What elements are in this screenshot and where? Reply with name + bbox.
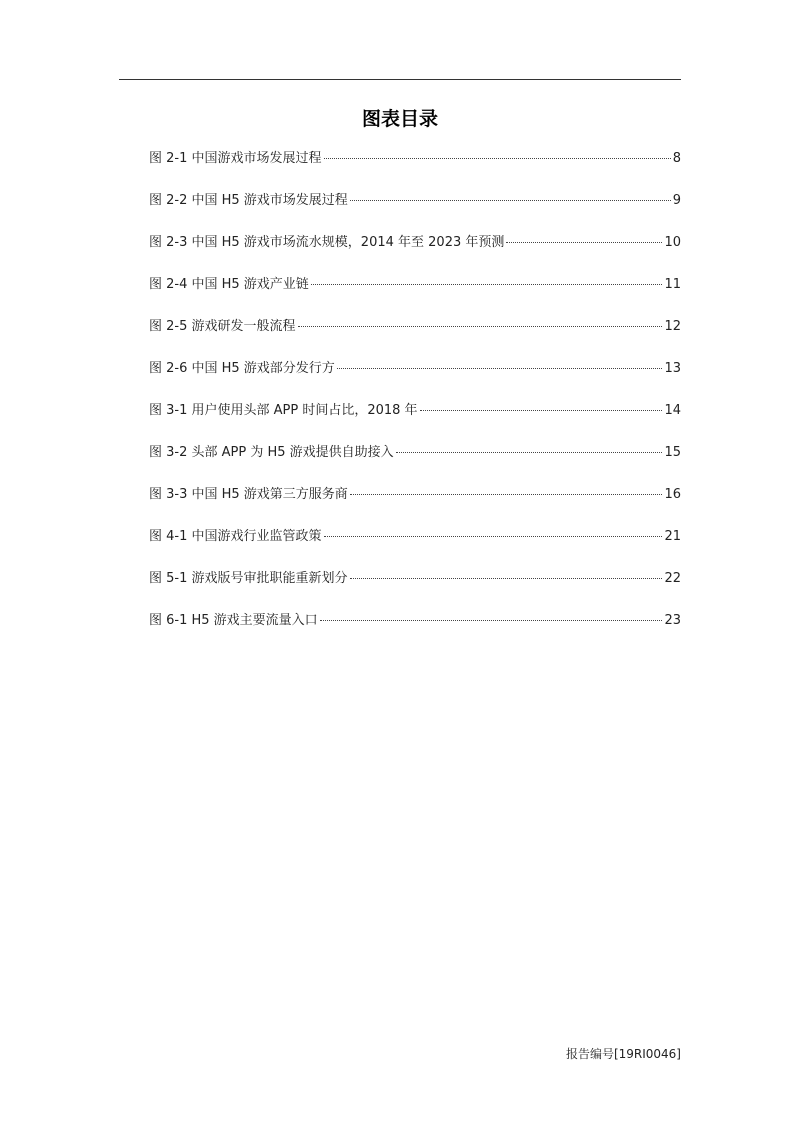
toc-entry-page: 15 bbox=[664, 445, 681, 460]
toc-entry-page: 13 bbox=[664, 361, 681, 376]
toc-dot-leader bbox=[396, 452, 663, 453]
toc-entry-page: 16 bbox=[664, 487, 681, 502]
toc-entry-page: 14 bbox=[664, 403, 681, 418]
toc-dot-leader bbox=[350, 494, 663, 495]
toc-entry-label: 图 3-3 中国 H5 游戏第三方服务商 bbox=[149, 487, 348, 502]
toc-dot-leader bbox=[324, 158, 671, 159]
toc-dot-leader bbox=[420, 410, 663, 411]
toc-entry-page: 12 bbox=[664, 319, 681, 334]
toc-entry-page: 8 bbox=[672, 151, 681, 166]
toc-list bbox=[149, 150, 681, 654]
page-title: 图表目录 bbox=[361, 108, 438, 130]
toc-dot-leader bbox=[350, 200, 671, 201]
toc-entry-label: 图 2-6 中国 H5 游戏部分发行方 bbox=[149, 361, 335, 376]
toc-entry[interactable] bbox=[149, 486, 681, 528]
toc-entry[interactable] bbox=[149, 234, 681, 276]
toc-entry-label: 图 2-3 中国 H5 游戏市场流水规模，2014 年至 2023 年预测 bbox=[149, 235, 505, 250]
toc-entry[interactable] bbox=[149, 276, 681, 318]
toc-dot-leader bbox=[337, 368, 663, 369]
toc-entry-page: 22 bbox=[664, 571, 681, 586]
toc-dot-leader bbox=[506, 242, 662, 243]
toc-entry[interactable] bbox=[149, 402, 681, 444]
toc-dot-leader bbox=[350, 578, 663, 579]
toc-entry-label: 图 2-2 中国 H5 游戏市场发展过程 bbox=[149, 193, 348, 208]
toc-entry-label: 图 5-1 游戏版号审批职能重新划分 bbox=[149, 571, 348, 586]
toc-entry[interactable] bbox=[149, 150, 681, 192]
toc-entry-label: 图 2-4 中国 H5 游戏产业链 bbox=[149, 277, 309, 292]
toc-entry[interactable] bbox=[149, 444, 681, 486]
toc-entry-label: 图 3-2 头部 APP 为 H5 游戏提供自助接入 bbox=[149, 445, 394, 460]
toc-entry-page: 10 bbox=[664, 235, 681, 250]
toc-dot-leader bbox=[311, 284, 663, 285]
toc-entry-page: 21 bbox=[664, 529, 681, 544]
toc-entry[interactable] bbox=[149, 360, 681, 402]
toc-dot-leader bbox=[320, 620, 663, 621]
toc-entry-label: 图 2-5 游戏研发一般流程 bbox=[149, 319, 296, 334]
toc-entry-label: 图 3-1 用户使用头部 APP 时间占比，2018 年 bbox=[149, 403, 418, 418]
toc-entry-page: 11 bbox=[664, 277, 681, 292]
toc-entry[interactable] bbox=[149, 192, 681, 234]
report-number: 报告编号[19RI0046] bbox=[565, 1047, 681, 1061]
toc-entry-label: 图 6-1 H5 游戏主要流量入口 bbox=[149, 613, 318, 628]
toc-dot-leader bbox=[324, 536, 663, 537]
toc-dot-leader bbox=[298, 326, 663, 327]
toc-entry[interactable] bbox=[149, 612, 681, 654]
header-rule bbox=[119, 79, 681, 80]
toc-entry[interactable] bbox=[149, 318, 681, 360]
toc-entry[interactable] bbox=[149, 570, 681, 612]
toc-entry-page: 9 bbox=[672, 193, 681, 208]
toc-entry-page: 23 bbox=[664, 613, 681, 628]
toc-entry[interactable] bbox=[149, 528, 681, 570]
toc-entry-label: 图 4-1 中国游戏行业监管政策 bbox=[149, 529, 322, 544]
toc-entry-label: 图 2-1 中国游戏市场发展过程 bbox=[149, 151, 322, 166]
